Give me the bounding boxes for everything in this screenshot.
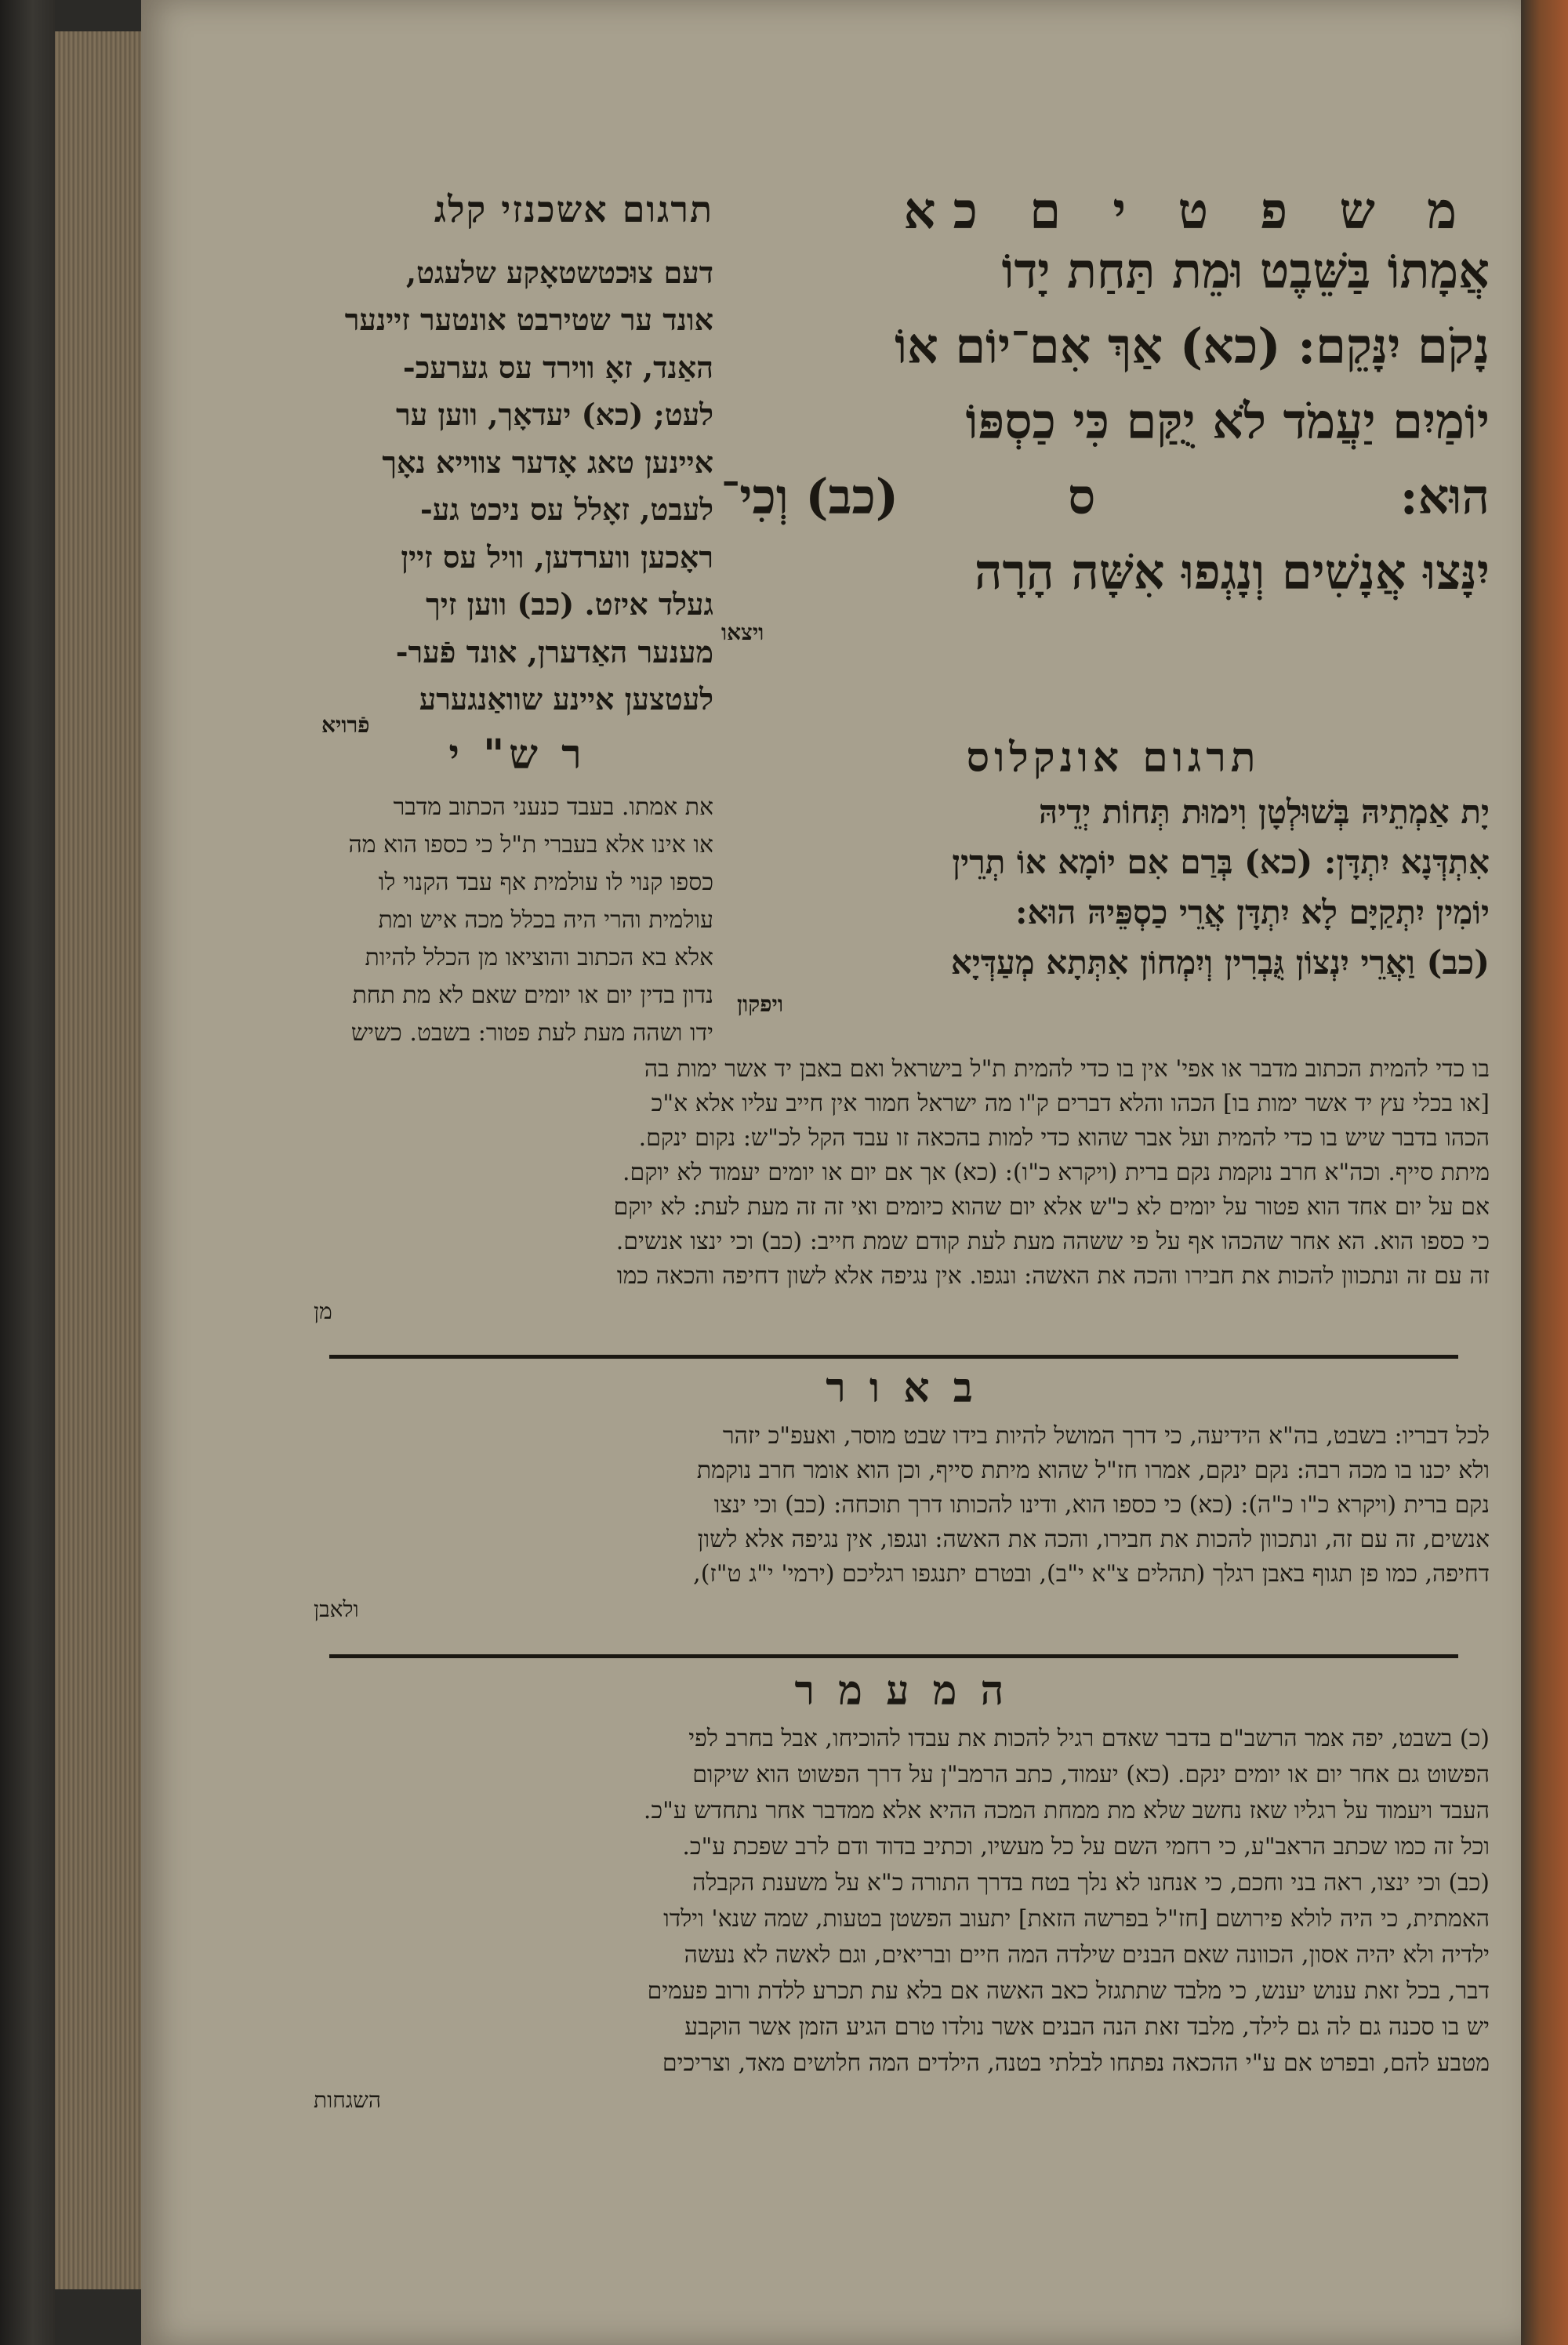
yiddish-catchword: פֿרויא [321,712,370,738]
rashi-line: את אמתו. בעבד כנעני הכתוב מדבר [393,793,713,821]
rashi-full-line: מיתת סייף. וכה"א חרב נוקמת נקם ברית (ויקרא כ"ו): (כא) אך אם יום או יומים יעמוד לא יוקם. [622,1159,1490,1186]
rashi-full-line: הכהו בדבר שיש בו כדי להמית ועל אבר שהוא כדי למות בהכאה זו עבד הקל לכ"ש: נקום ינקם. [638,1124,1490,1152]
onkelos-title: תרגום אונקלוס [966,734,1261,782]
rashi-catchword: מן [314,1298,332,1324]
running-header-page: תרגום אשכנזי קלג [434,188,713,231]
rashi-line: עולמית והרי היה בכלל מכה איש ומת [378,906,713,934]
hameamer-title: ה מ ע מ ר [794,1667,1009,1715]
yiddish-line: געלד איזט. (כב) ווען זיך [426,586,713,622]
biur-line: דחיפה, כמו פן תגוף באבן רגלך (תהלים צ"א י"ב), ובטרם יתנגפו רגליכם (ירמי' י"ג ט"ז), [693,1560,1490,1588]
biur-catchword: ולאבן [314,1596,359,1622]
yiddish-line: לעטצען איינע שוואַנגערע [419,681,713,717]
biur-line: נקם ברית (ויקרא כ"ו כ"ה): (כא) כי כספו הוא, ודינו להכותו דרך תוכחה: (כב) וכי ינצו [713,1491,1490,1519]
page-stack-edge [55,31,141,2289]
onkelos-line: יָת אַמְתֵיהּ בְּשׁוּלְטָן וִימוּת תְּחוֹת יְדֵיהּ [1038,793,1490,831]
onkelos-line: אִתְדְּנָא יִתְדָּן: (כא) בְּרַם אִם יוֹמָא אוֹ תְרֵין [952,843,1490,881]
rashi-line: ידו ושהה מעת לעת פטור: בשבט. כשיש [350,1019,713,1047]
biur-line: אנשים, זה עם זה, ונתכוון להכות את חבירו, והכה את האשה: ונגפו, אין נגיפה אלא לשון [697,1526,1490,1553]
yiddish-line: ראָכען ווערדען, וויל עס זיין [401,539,713,575]
rashi-line: כספו קנוי לו עולמית אף עבד הקנוי לו [378,869,713,896]
verse-line: נָקֹם יִנָּקֵם: (כא) אַךְ אִם־יוֹם אוֹ [895,318,1490,375]
yiddish-line: לעבט, זאָלל עס ניכט גע- [419,492,713,527]
rashi-full-line: [או בכלי עץ יד אשר ימות בו] הכהו והלא דברים ק"ו מה ישראל חמור אין חייב עליו אלא א"כ [651,1090,1490,1117]
rashi-line: נדון בדין יום או יומים שאם לא מת תחת [352,982,713,1009]
running-header-parsha: מ ש פ ט י ם כא [903,182,1474,241]
hameamer-line: העבד ויעמוד על רגליו שאז נחשב שלא מת ממחת המכה ההיא אלא ממדבר אחר נתחדש ע"כ. [643,1797,1490,1824]
book-spine [0,0,55,2345]
rashi-title: ר ש" י [448,731,586,779]
yiddish-line: דעם צוּכטשטאָקע שלעגט, [405,255,713,290]
hameamer-line: (כ) בשבט, יפה אמר הרשב"ם בדבר שאדם רגיל להכות את עבדו להוכיחו, אבל בחרב לפי [688,1725,1490,1752]
rashi-line: אלא בא הכתוב והוציאו מן הכלל להיות [365,944,713,971]
verse-line: יִנָּצוּ אֲנָשִׁים וְנָגְפוּ אִשָּׁה הָרָה [974,543,1490,601]
yiddish-line: האַנד, זאָ ווירד עס גערעכ- [402,350,713,385]
biur-title: ב א ו ר [826,1364,978,1412]
onkelos-catchword: ויפקון [737,991,784,1017]
divider-rule [329,1654,1458,1658]
yiddish-line: מענער האַדערן, אונד פֿער- [395,634,713,670]
onkelos-line: (כב) וַאֲרֵי יִנְצוֹן גֻּבְרִין וְיִמְחוֹן אִתְּתָא מְעַדְּיָא [950,943,1490,982]
hameamer-line: הפשוט גם אחר יום או יומים ינקם. (כא) יעמוד, כתב הרמב"ן על דרך הפשוט הוא שיקום [692,1761,1490,1788]
rashi-full-line: זה עם זה ונתכוון להכות את חבירו והכה את האשה: ונגפו. אין נגיפה אלא לשון דחיפה והכאה כמו [616,1262,1490,1290]
facing-page-edge [1521,0,1568,2345]
hameamer-line: (כב) וכי ינצו, ראה בני וחכם, כי אנחנו לא נלך בטח בדרך התורה כ"א על משענת הקבלה [692,1869,1490,1897]
hameamer-line: וכל זה כמו שכתב הראב"ע, כי רחמי השם על כל מעשיו, וכתיב בדוד ודם לרב שפכת ע"כ. [682,1833,1490,1860]
hameamer-line: האמתית, כי היה לולא פירושם [חז"ל בפרשה הזאת] יתעוב הפשטן בטעות, שמה שנא' וילדו [663,1905,1490,1933]
biur-line: לכל דבריו: בשבט, בה"א הידיעה, כי דרך המושל להיות בידו שבט מוסר, ואעפ"כ יזהר [722,1422,1490,1450]
verse-line: הוּא: ס (כב) וְכִי־ [721,468,1490,525]
hameamer-catchword: השגחות [314,2087,381,2113]
divider-rule [329,1355,1458,1359]
rashi-full-line: כי כספו הוא. הא אחר שהכהו אף על פי ששהה מעת לעת קודם שמת חייב: (כב) וכי ינצו אנשים. [615,1228,1490,1255]
yiddish-line: לעט; (כא) יעדאָך, ווען ער [396,397,713,432]
hameamer-line: יש בו סכנה גם לה גם לילד, מלבד זאת הנה הבנים אשר נולדו טרם הגיע הזמן אשר הוקבע [684,2013,1490,2041]
page [141,0,1521,2345]
hameamer-line: מטבע להם, ובפרט אם ע"י ההכאה נפתחו לבלתי בטנה, הילדים המה חלושים מאד, וצריכים [662,2049,1490,2077]
yiddish-line: איינען טאג אָדער צווייא נאָך [382,445,713,480]
verse-line: אֲמָתוֹ בַּשֵּׁבֶט וּמֵת תַּחַת יָדוֹ [1001,242,1490,299]
rashi-full-line: בו כדי להמית הכתוב מדבר או אפי' אין בו כדי להמית ת"ל בישראל ואם באבן יד אשר ימות בה [644,1055,1490,1083]
hameamer-line: דבר, בכל זאת ענוש יענש, כי מלבד שתתגזל כאב האשה אם בלא עת תכרע ללדת ורוב פעמים [647,1977,1490,2005]
verse-catchword: ויצאו [721,619,764,645]
onkelos-line: יוֹמִין יִתְקַיָּם לָא יִתְדָּן אֲרֵי כַסְפֵּיהּ הוּא: [1014,893,1490,931]
rashi-full-line: אם על יום אחד הוא פטור על יומים לא כ"ש אלא יום שהוא כיומים ואי זה זה מעת לעת: לא יוקם [613,1193,1490,1221]
verse-line: יוֹמַיִם יַעֲמֹד לֹא יֻקַּם כִּי כַסְפּוֹ [965,393,1490,450]
rashi-line: או אינו אלא בעברי ת"ל כי כספו הוא מה [348,831,713,859]
hameamer-line: ילדיה ולא יהיה אסון, הכוונה שאם הבנים שילדה המה חיים ובריאים, וגם לאשה לא נעשה [684,1941,1490,1969]
yiddish-line: אונד ער שטירבט אונטער זיינער [344,302,713,337]
biur-line: ולא יכנו בו מכה רבה: נקם ינקם, אמרו חז"ל שהוא מיתת סייף, וכן הוא אומר חרב נוקמת [696,1457,1490,1484]
